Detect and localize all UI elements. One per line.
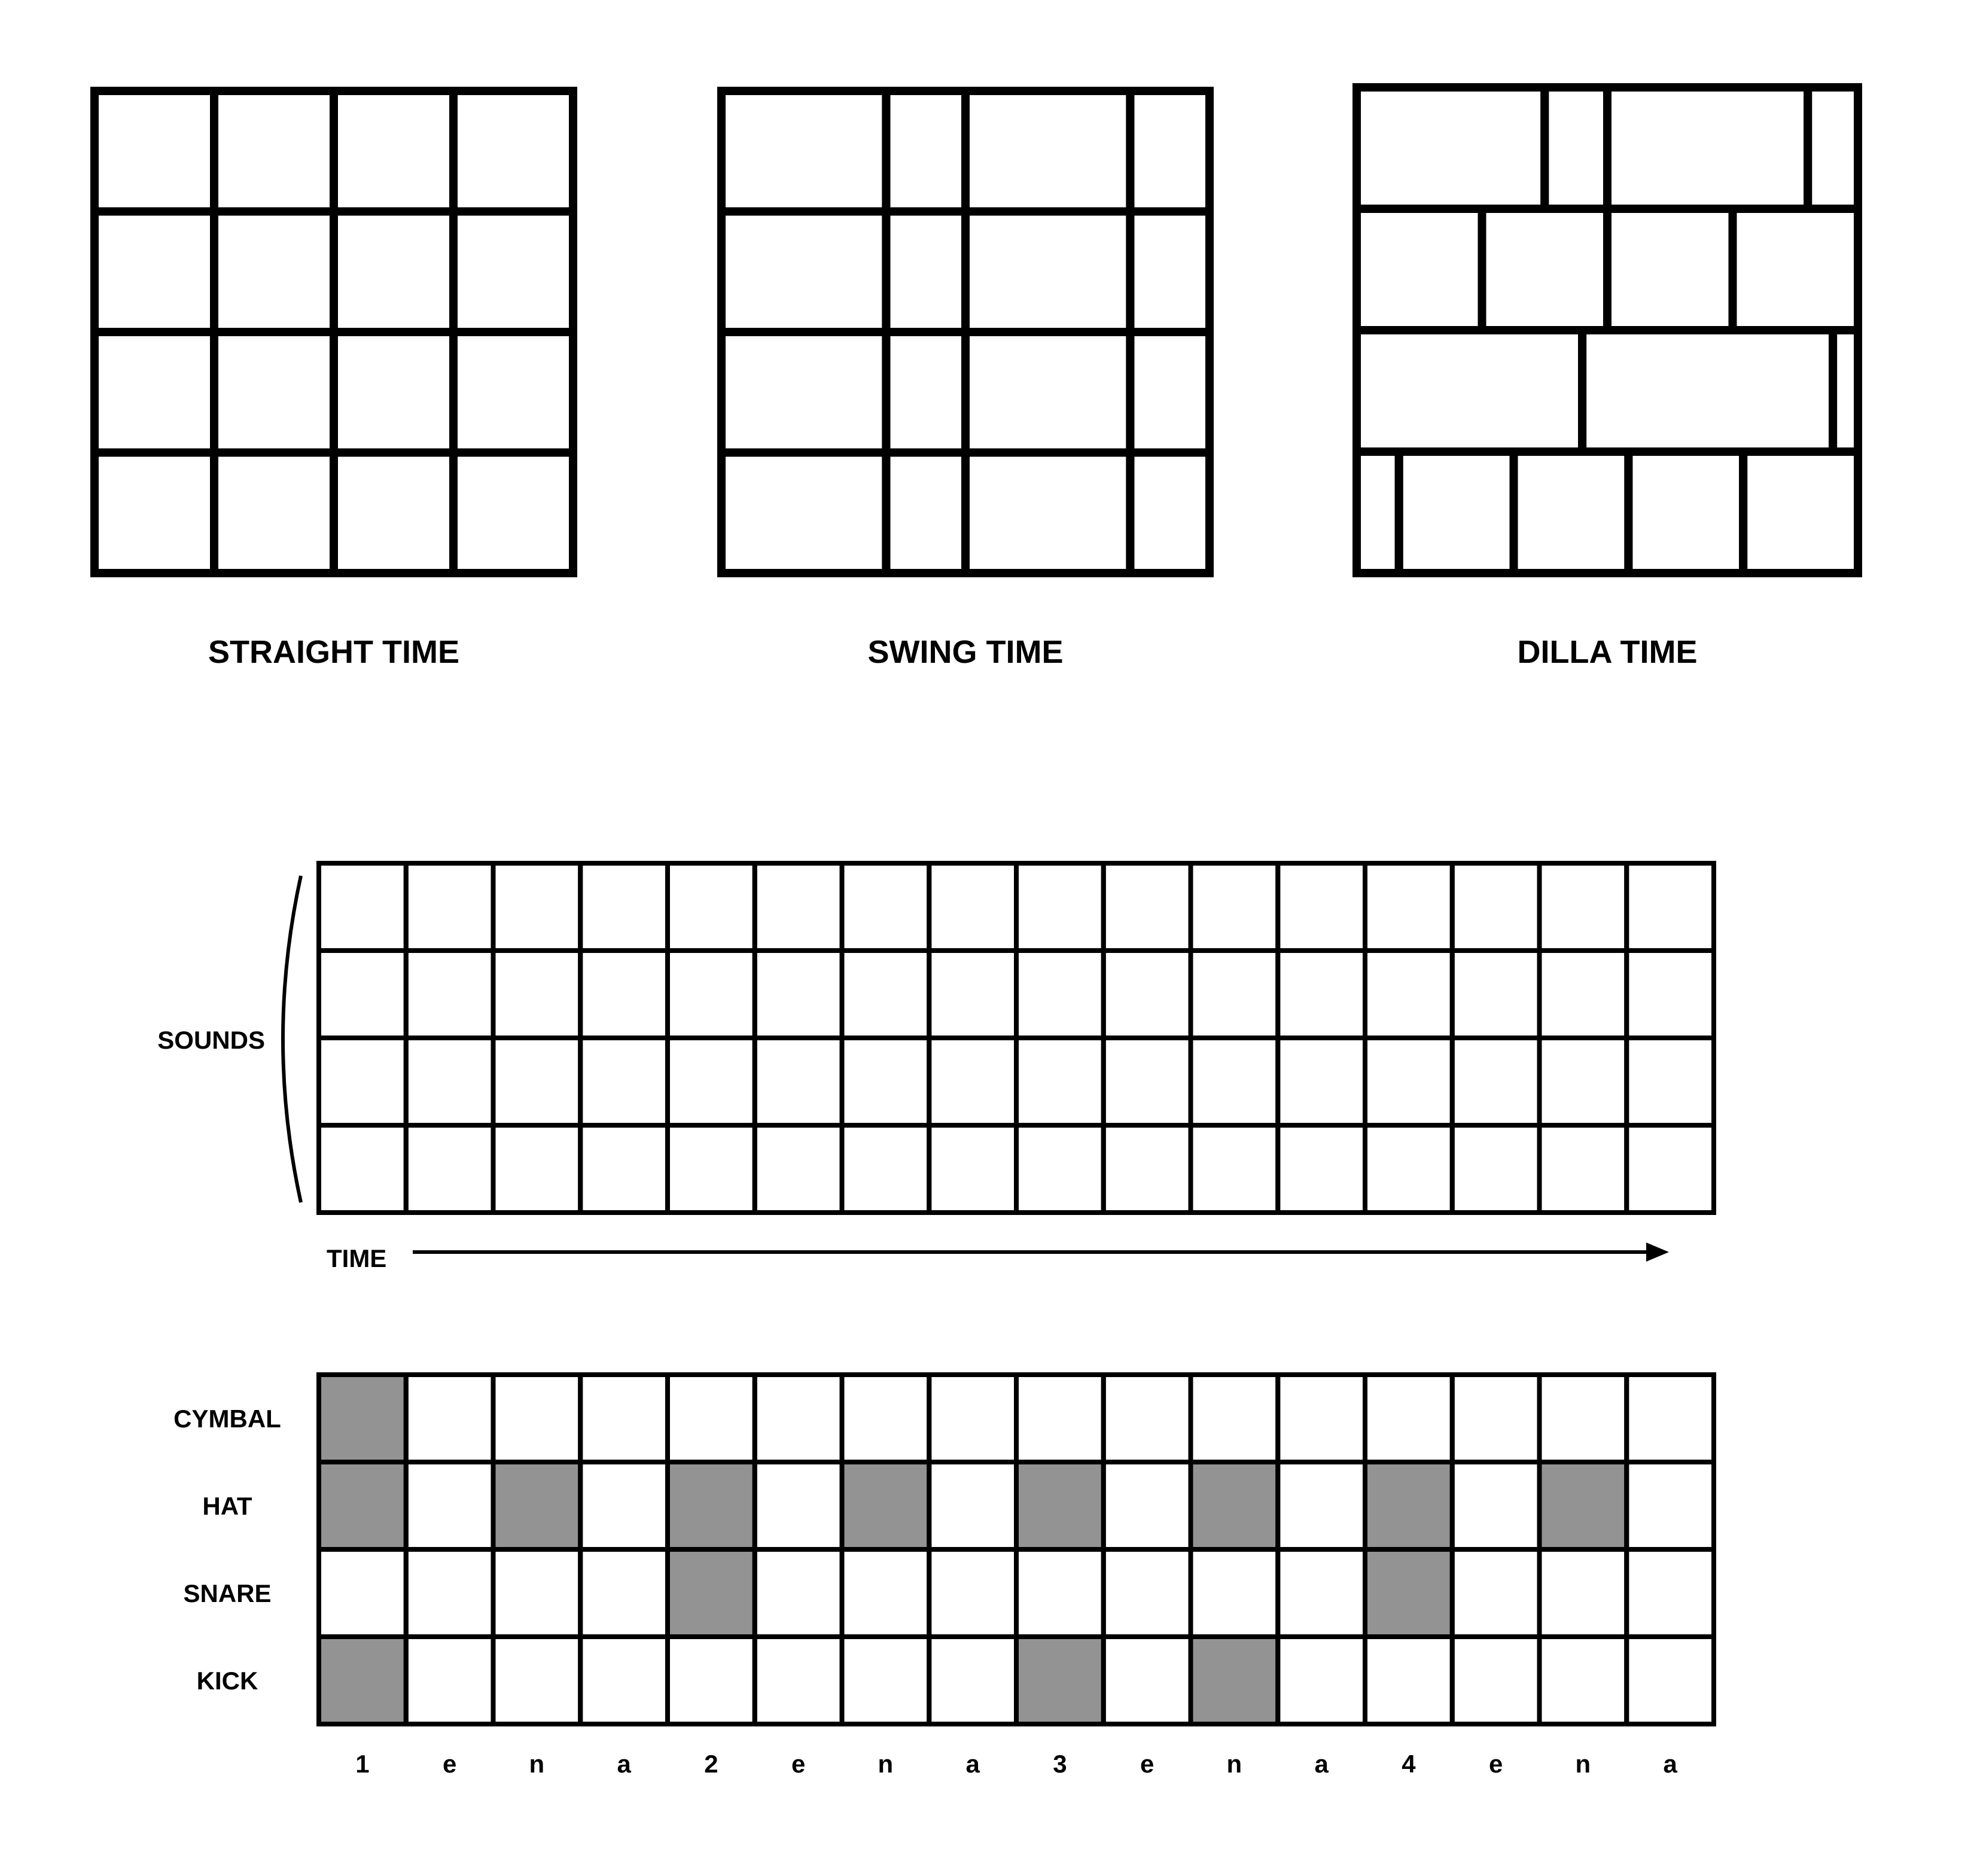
- blank-step-cell: [1452, 1125, 1540, 1213]
- blank-step-cell: [668, 1038, 755, 1125]
- active-step-cell[interactable]: [1365, 1549, 1452, 1637]
- blank-step-cell: [580, 863, 668, 951]
- timing-cell: [214, 212, 334, 333]
- timing-cell: [1833, 330, 1858, 452]
- blank-step-cell: [406, 863, 494, 951]
- blank-step-cell: [1540, 1125, 1627, 1213]
- blank-step-cell: [1365, 1038, 1452, 1125]
- blank-step-cell: [1626, 863, 1714, 951]
- blank-step-cell: [1452, 863, 1540, 951]
- step-count-label: 4: [1402, 1750, 1416, 1778]
- blank-step-cell: [755, 1125, 842, 1213]
- blank-step-cell: [842, 1038, 930, 1125]
- timing-cell: [334, 212, 453, 333]
- timing-cell: [1514, 452, 1629, 573]
- timing-grid-2: [721, 91, 1210, 670]
- step-cell[interactable]: [580, 1549, 668, 1637]
- timing-grid-label: DILLA TIME: [1517, 634, 1698, 670]
- drum-pattern-sequencer: [173, 1375, 1714, 1778]
- step-cell[interactable]: [1278, 1375, 1365, 1462]
- blank-step-cell: [1365, 951, 1452, 1038]
- blank-step-cell: [755, 863, 842, 951]
- timing-cell: [1130, 212, 1210, 333]
- timing-cell: [1545, 87, 1607, 209]
- blank-step-cell: [319, 1125, 406, 1213]
- step-count-label: e: [791, 1750, 806, 1778]
- step-count-label: n: [878, 1750, 894, 1778]
- timing-cell: [1743, 452, 1858, 573]
- timing-grid-label: SWING TIME: [867, 634, 1064, 670]
- timing-cell: [214, 91, 334, 212]
- timing-cell: [1357, 209, 1482, 330]
- blank-step-cell: [1016, 1038, 1104, 1125]
- step-cell[interactable]: [929, 1375, 1016, 1462]
- active-step-cell[interactable]: [1540, 1462, 1627, 1549]
- step-count-label: a: [617, 1750, 631, 1778]
- blank-step-cell: [929, 1038, 1016, 1125]
- blank-step-cell: [1016, 951, 1104, 1038]
- step-cell[interactable]: [494, 1375, 581, 1462]
- step-cell[interactable]: [1540, 1375, 1627, 1462]
- timing-grid-label: STRAIGHT TIME: [208, 634, 459, 670]
- step-cell[interactable]: [1540, 1549, 1627, 1637]
- step-count-label: a: [965, 1750, 980, 1778]
- blank-sequencer: [319, 863, 1714, 1213]
- timing-cell: [95, 91, 214, 212]
- timing-cell: [1733, 209, 1859, 330]
- blank-step-cell: [1191, 863, 1278, 951]
- step-cell[interactable]: [668, 1375, 755, 1462]
- step-cell[interactable]: [842, 1637, 930, 1724]
- timing-cell: [1130, 332, 1210, 453]
- blank-step-cell: [1540, 1038, 1627, 1125]
- step-cell[interactable]: [755, 1462, 842, 1549]
- step-cell[interactable]: [1278, 1549, 1365, 1637]
- blank-step-cell: [1540, 951, 1627, 1038]
- instrument-label-kick: KICK: [196, 1667, 258, 1695]
- blank-step-cell: [580, 1038, 668, 1125]
- timing-cell: [453, 91, 573, 212]
- blank-step-cell: [1626, 951, 1714, 1038]
- blank-step-cell: [668, 863, 755, 951]
- timing-cell: [1628, 452, 1743, 573]
- timing-cell: [721, 453, 886, 574]
- step-cell[interactable]: [1365, 1375, 1452, 1462]
- active-step-cell[interactable]: [319, 1637, 406, 1724]
- timing-cell: [1357, 452, 1399, 573]
- step-cell[interactable]: [1626, 1375, 1714, 1462]
- blank-step-cell: [494, 951, 581, 1038]
- blank-step-cell: [1278, 951, 1365, 1038]
- blank-step-cell: [494, 1038, 581, 1125]
- step-cell[interactable]: [1540, 1637, 1627, 1724]
- timing-cell: [95, 332, 214, 453]
- step-cell[interactable]: [1104, 1549, 1191, 1637]
- step-cell[interactable]: [1191, 1375, 1278, 1462]
- timing-cell: [334, 91, 453, 212]
- step-cell[interactable]: [406, 1549, 494, 1637]
- step-cell[interactable]: [1278, 1637, 1365, 1724]
- timing-grid-3: [1357, 87, 1858, 670]
- timing-cell: [453, 212, 573, 333]
- blank-step-cell: [929, 951, 1016, 1038]
- timing-cell: [1357, 87, 1545, 209]
- blank-step-cell: [1626, 1038, 1714, 1125]
- blank-step-cell: [1278, 1038, 1365, 1125]
- step-cell[interactable]: [755, 1637, 842, 1724]
- blank-step-cell: [406, 1038, 494, 1125]
- blank-step-cell: [319, 951, 406, 1038]
- timing-cell: [453, 332, 573, 453]
- step-count-label: 3: [1053, 1750, 1067, 1778]
- timing-cell: [886, 453, 965, 574]
- timing-cell: [1808, 87, 1858, 209]
- timing-cell: [965, 332, 1130, 453]
- timing-cell: [95, 453, 214, 574]
- step-cell[interactable]: [1016, 1549, 1104, 1637]
- blank-step-cell: [842, 1125, 930, 1213]
- blank-step-cell: [1452, 951, 1540, 1038]
- time-arrow-head: [1646, 1242, 1669, 1262]
- instrument-label-cymbal: CYMBAL: [173, 1405, 281, 1433]
- timing-cell: [334, 332, 453, 453]
- blank-step-cell: [1278, 863, 1365, 951]
- instrument-label-hat: HAT: [202, 1492, 252, 1520]
- step-count-label: n: [529, 1750, 545, 1778]
- active-step-cell[interactable]: [1191, 1637, 1278, 1724]
- blank-step-cell: [668, 1125, 755, 1213]
- step-count-label: n: [1575, 1750, 1591, 1778]
- blank-step-cell: [929, 1125, 1016, 1213]
- blank-step-cell: [1104, 1038, 1191, 1125]
- timing-cell: [965, 453, 1130, 574]
- timing-cell: [721, 332, 886, 453]
- blank-step-cell: [842, 951, 930, 1038]
- blank-step-cell: [1365, 863, 1452, 951]
- blank-step-cell: [1104, 951, 1191, 1038]
- step-cell[interactable]: [580, 1462, 668, 1549]
- blank-step-cell: [319, 1038, 406, 1125]
- active-step-cell[interactable]: [1016, 1637, 1104, 1724]
- step-count-label: n: [1226, 1750, 1242, 1778]
- blank-step-cell: [1365, 1125, 1452, 1213]
- timing-cell: [1607, 209, 1733, 330]
- blank-step-cell: [1191, 951, 1278, 1038]
- blank-step-cell: [580, 951, 668, 1038]
- blank-step-cell: [319, 863, 406, 951]
- step-count-label: e: [1488, 1750, 1503, 1778]
- blank-step-cell: [1191, 1125, 1278, 1213]
- step-cell[interactable]: [1452, 1549, 1540, 1637]
- step-cell[interactable]: [1104, 1375, 1191, 1462]
- instrument-label-snare: SNARE: [183, 1579, 272, 1607]
- blank-step-cell: [755, 951, 842, 1038]
- timing-cell: [1482, 209, 1608, 330]
- timing-cell: [214, 332, 334, 453]
- timing-grid-1: [95, 91, 573, 670]
- step-cell[interactable]: [580, 1375, 668, 1462]
- active-step-cell[interactable]: [494, 1462, 581, 1549]
- blank-step-cell: [1278, 1125, 1365, 1213]
- step-cell[interactable]: [494, 1549, 581, 1637]
- time-axis-label: TIME: [327, 1244, 387, 1272]
- step-cell[interactable]: [929, 1549, 1016, 1637]
- timing-cell: [1130, 453, 1210, 574]
- blank-step-cell: [1104, 863, 1191, 951]
- step-count-label: e: [1140, 1750, 1154, 1778]
- step-cell[interactable]: [1626, 1637, 1714, 1724]
- step-cell[interactable]: [406, 1375, 494, 1462]
- step-cell[interactable]: [1626, 1462, 1714, 1549]
- blank-step-cell: [580, 1125, 668, 1213]
- step-cell[interactable]: [668, 1637, 755, 1724]
- blank-step-cell: [1191, 1038, 1278, 1125]
- step-cell[interactable]: [1452, 1637, 1540, 1724]
- active-step-cell[interactable]: [668, 1462, 755, 1549]
- timing-cell: [1582, 330, 1833, 452]
- active-step-cell[interactable]: [842, 1462, 930, 1549]
- step-cell[interactable]: [1365, 1637, 1452, 1724]
- step-cell[interactable]: [929, 1637, 1016, 1724]
- timing-cell: [1130, 91, 1210, 212]
- step-cell[interactable]: [494, 1637, 581, 1724]
- timing-cell: [1607, 87, 1808, 209]
- step-cell[interactable]: [1278, 1462, 1365, 1549]
- step-count-label: a: [1314, 1750, 1329, 1778]
- sounds-bracket: [283, 876, 301, 1202]
- step-cell[interactable]: [755, 1375, 842, 1462]
- step-count-label: e: [442, 1750, 457, 1778]
- step-count-label: a: [1663, 1750, 1677, 1778]
- sounds-axis-label: SOUNDS: [157, 1026, 265, 1054]
- active-step-cell[interactable]: [668, 1549, 755, 1637]
- active-step-cell[interactable]: [1191, 1462, 1278, 1549]
- blank-step-cell: [1452, 1038, 1540, 1125]
- blank-step-cell: [1540, 863, 1627, 951]
- blank-step-cell: [755, 1038, 842, 1125]
- timing-cell: [1399, 452, 1514, 573]
- timing-cell: [886, 332, 965, 453]
- blank-step-cell: [406, 1125, 494, 1213]
- step-count-label: 1: [355, 1750, 370, 1778]
- timing-cell: [95, 212, 214, 333]
- step-cell[interactable]: [929, 1462, 1016, 1549]
- step-cell[interactable]: [406, 1462, 494, 1549]
- step-cell[interactable]: [1452, 1375, 1540, 1462]
- step-cell[interactable]: [842, 1375, 930, 1462]
- step-cell[interactable]: [755, 1549, 842, 1637]
- step-cell[interactable]: [1016, 1375, 1104, 1462]
- step-cell[interactable]: [580, 1637, 668, 1724]
- step-count-label: 2: [704, 1750, 718, 1778]
- blank-step-cell: [668, 951, 755, 1038]
- step-cell[interactable]: [319, 1549, 406, 1637]
- timing-cell: [965, 212, 1130, 333]
- blank-step-cell: [406, 951, 494, 1038]
- step-cell[interactable]: [406, 1637, 494, 1724]
- timing-cell: [886, 91, 965, 212]
- timing-cell: [214, 453, 334, 574]
- blank-step-cell: [1626, 1125, 1714, 1213]
- blank-step-cell: [929, 863, 1016, 951]
- timing-grids: [95, 87, 1858, 670]
- timing-cell: [886, 212, 965, 333]
- blank-step-cell: [494, 1125, 581, 1213]
- active-step-cell[interactable]: [1365, 1462, 1452, 1549]
- blank-step-cell: [842, 863, 930, 951]
- timing-cell: [965, 91, 1130, 212]
- blank-step-cell: [1016, 863, 1104, 951]
- timing-cell: [334, 453, 453, 574]
- step-cell[interactable]: [1452, 1462, 1540, 1549]
- blank-step-cell: [494, 863, 581, 951]
- active-step-cell[interactable]: [1016, 1462, 1104, 1549]
- blank-step-cell: [1104, 1125, 1191, 1213]
- step-cell[interactable]: [1104, 1462, 1191, 1549]
- step-cell[interactable]: [1626, 1549, 1714, 1637]
- timing-cell: [453, 453, 573, 574]
- timing-cell: [721, 91, 886, 212]
- timing-cell: [1357, 330, 1582, 452]
- step-cell[interactable]: [842, 1549, 930, 1637]
- step-cell[interactable]: [1191, 1549, 1278, 1637]
- timing-cell: [721, 212, 886, 333]
- blank-step-cell: [1016, 1125, 1104, 1213]
- active-step-cell[interactable]: [319, 1375, 406, 1462]
- step-cell[interactable]: [1104, 1637, 1191, 1724]
- active-step-cell[interactable]: [319, 1462, 406, 1549]
